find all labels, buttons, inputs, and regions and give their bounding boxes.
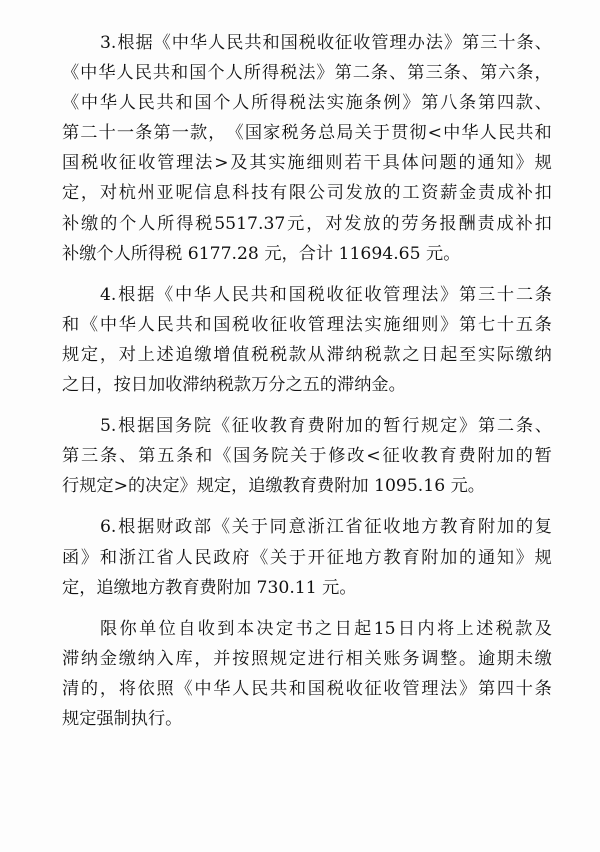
paragraph-gap (62, 603, 552, 614)
text-line: 之日，按日加收滞纳税款万分之五的滞纳金。 (62, 375, 406, 396)
text-line: 定 ， 对 杭 州 亚 呢 信 息 科 技 有 限 公 司 发 放 的 工 资 薪 金 责 成 补 扣 (62, 183, 552, 204)
text-line: 《 中 华 人 民 共 和 国 个 人 所 得 税 法 实 施 条 例 》 第 八 条 第 四 款 、 (62, 93, 552, 114)
text-line: 滞 纳 金 缴 纳 入 库 ， 并 按 照 规 定 进 行 相 关 账 务 调 整 。 逾 期 未 缴 (62, 648, 552, 669)
text-line: 3. 根 据 《 中 华 人 民 共 和 国 税 收 征 收 管 理 办 法 》 第 三 十 条 、 (100, 33, 552, 53)
text-line: 和 《 中 华 人 民 共 和 国 税 收 征 收 管 理 法 实 施 细 则 》 第 七 十 五 条 (62, 314, 552, 335)
text-line: 定，追缴地方教育费附加 730.11 元。 (62, 577, 357, 598)
text-line: 第 二 十 一 条 第 一 款 ， 《 国 家 税 务 总 局 关 于 贯 彻 < 中 华 人 民 共 和 (62, 123, 552, 144)
paragraph-clause-4 (62, 280, 552, 400)
text-line: 4. 根 据 《 中 华 人 民 共 和 国 税 收 征 收 管 理 法 》 第 三 十 二 条 (100, 284, 552, 305)
paragraph-clause-5 (62, 411, 552, 501)
paragraph-gap (62, 501, 552, 512)
paragraph-gap (62, 400, 552, 411)
text-line: 函 》 和 浙 江 省 人 民 政 府 《 关 于 开 征 地 方 教 育 附 加 的 通 知 》 规 (62, 547, 552, 568)
paragraph-closing (62, 614, 552, 734)
paragraph-gap (62, 269, 552, 280)
text-line: 规定强制执行。 (62, 708, 183, 729)
document-body (62, 28, 552, 734)
paragraph-clause-6 (62, 512, 552, 602)
text-line: 补 缴 的 个 人 所 得 税 5517.37 元 ， 对 发 放 的 劳 务 报 酬 责 成 补 扣 (62, 213, 552, 234)
text-line: 国 税 收 征 收 管 理 法 > 及 其 实 施 细 则 若 干 具 体 问 题 的 通 知 》 规 (62, 153, 552, 174)
text-line: 第 三 条 、 第 五 条 和 《 国 务 院 关 于 修 改 < 征 收 教 育 费 附 加 的 暂 (62, 446, 552, 467)
text-line: 补缴个人所得税 6177.28 元，合计 11694.65 元。 (62, 243, 461, 264)
text-line: 5. 根 据 国 务 院 《 征 收 教 育 费 附 加 的 暂 行 规 定 》 第 二 条 、 (100, 416, 552, 437)
text-line: 《 中 华 人 民 共 和 国 个 人 所 得 税 法 》 第 二 条 、 第 三 条 、 第 六 条 ， (62, 63, 552, 84)
text-line: 清 的 ， 将 依 照 《 中 华 人 民 共 和 国 税 收 征 收 管 理 法 》 第 四 十 条 (62, 678, 552, 699)
text-line: 限 你 单 位 自 收 到 本 决 定 书 之 日 起 15 日 内 将 上 述 税 款 及 (100, 618, 552, 639)
paragraph-clause-3 (62, 28, 552, 269)
text-line: 规 定 ， 对 上 述 追 缴 增 值 税 税 款 从 滞 纳 税 款 之 日 起 至 实 际 缴 纳 (62, 344, 552, 365)
text-line: 行规定>的决定》规定，追缴教育费附加 1095.16 元。 (62, 476, 485, 497)
text-line: 6. 根 据 财 政 部 《 关 于 同 意 浙 江 省 征 收 地 方 教 育 附 加 的 复 (100, 517, 552, 538)
